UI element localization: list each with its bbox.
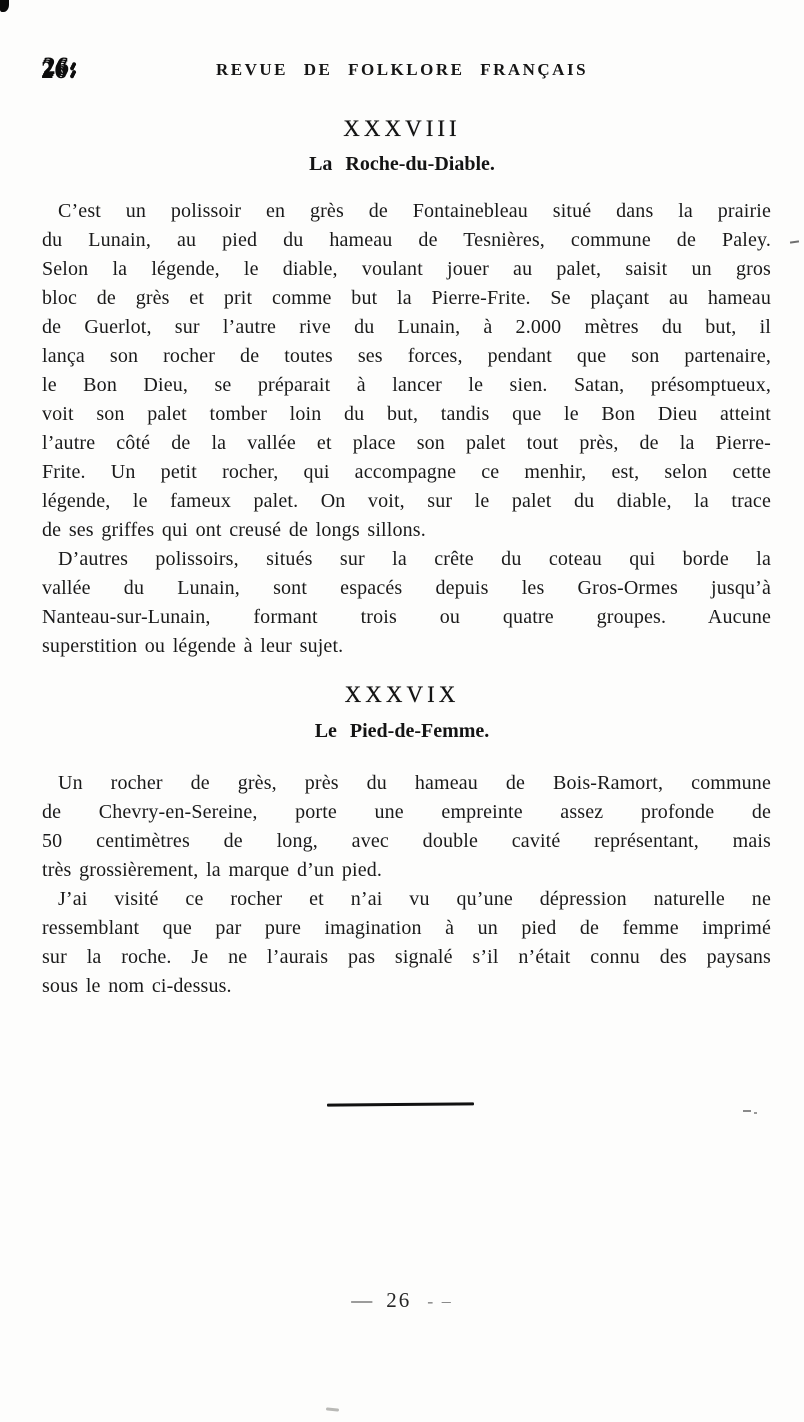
text-line: 50 centimètres de long, avec double cavité représentant, mais — [42, 830, 771, 852]
text-line: Un rocher de grès, près du hameau de Bois-Ramort, commune — [58, 772, 771, 794]
text-line: de ses griffes qui ont creusé de longs sillons. — [42, 519, 426, 541]
section-number-roman: XXXVIII — [343, 116, 461, 141]
text-line: sur la roche. Je ne l’aurais pas signalé s’il n’était connu des paysans — [42, 946, 771, 968]
text-line: Selon la légende, le diable, voulant jouer au palet, saisit un gros — [42, 258, 771, 280]
scan-artifact-rule-dash — [743, 1110, 751, 1112]
footer-dash-left: — — [351, 1288, 373, 1312]
text-line: bloc de grès et prit comme but la Pierre-Frite. Se plaçant au hameau — [42, 287, 771, 309]
section-body — [42, 197, 771, 661]
scan-artifact-corner — [0, 0, 9, 12]
text-line: ressemblant que par pure imagination à un pied de femme imprimé — [42, 917, 771, 939]
scan-artifact-margin-dash — [790, 240, 799, 243]
text-line: sous le nom ci-dessus. — [42, 975, 232, 997]
text-line: Nanteau-sur-Lunain, formant trois ou quatre groupes. Aucune — [42, 606, 771, 628]
text-line: superstition ou légende à leur sujet. — [42, 635, 344, 657]
scan-artifact-bottom-smudge — [326, 1407, 339, 1411]
text-line: lança son rocher de toutes ses forces, pendant que son partenaire, — [42, 345, 771, 367]
section-title: Le Pied-de-Femme. — [314, 720, 490, 742]
text-line: de Guerlot, sur l’autre rive du Lunain, à 2.000 mètres du but, il — [42, 316, 771, 338]
footer-dash-right: - – — [427, 1291, 453, 1311]
footer-divider-rule — [327, 1102, 474, 1106]
text-line: l’autre côté de la vallée et place son palet tout près, de la Pierre- — [42, 432, 771, 454]
text-line: légende, le fameux palet. On voit, sur le palet du diable, la trace — [42, 490, 771, 512]
section-body — [42, 769, 771, 1001]
text-line: du Lunain, au pied du hameau de Tesnières, commune de Paley. — [42, 229, 771, 251]
text-line: de Chevry-en-Sereine, porte une empreinte assez profonde de — [42, 801, 771, 823]
scan-artifact-rule-dot — [754, 1112, 757, 1114]
text-line: vallée du Lunain, sont espacés depuis les Gros-Ormes jusqu’à — [42, 577, 771, 599]
section-number-roman: XXXVIX — [344, 682, 460, 707]
journal-title: REVUE DE FOLKLORE FRANÇAIS — [215, 60, 589, 79]
header-page-number-stamp: 26: — [43, 53, 80, 80]
text-line: J’ai visité ce rocher et n’ai vu qu’une dépression naturelle ne — [58, 888, 771, 910]
text-line: très grossièrement, la marque d’un pied. — [42, 859, 383, 881]
text-line: le Bon Dieu, se préparait à lancer le sien. Satan, présomptueux, — [42, 374, 771, 396]
text-line: voit son palet tomber loin du but, tandis que le Bon Dieu atteint — [42, 403, 771, 425]
text-line: D’autres polissoirs, situés sur la crête du coteau qui borde la — [58, 548, 771, 570]
section-title: La Roche-du-Diable. — [309, 153, 495, 175]
text-line: C’est un polissoir en grès de Fontainebleau situé dans la prairie — [58, 200, 771, 222]
footer-page-number-value: 26 — [386, 1288, 412, 1312]
footer-page-number — [0, 1288, 804, 1313]
text-line: Frite. Un petit rocher, qui accompagne ce menhir, est, selon cette — [42, 461, 771, 483]
